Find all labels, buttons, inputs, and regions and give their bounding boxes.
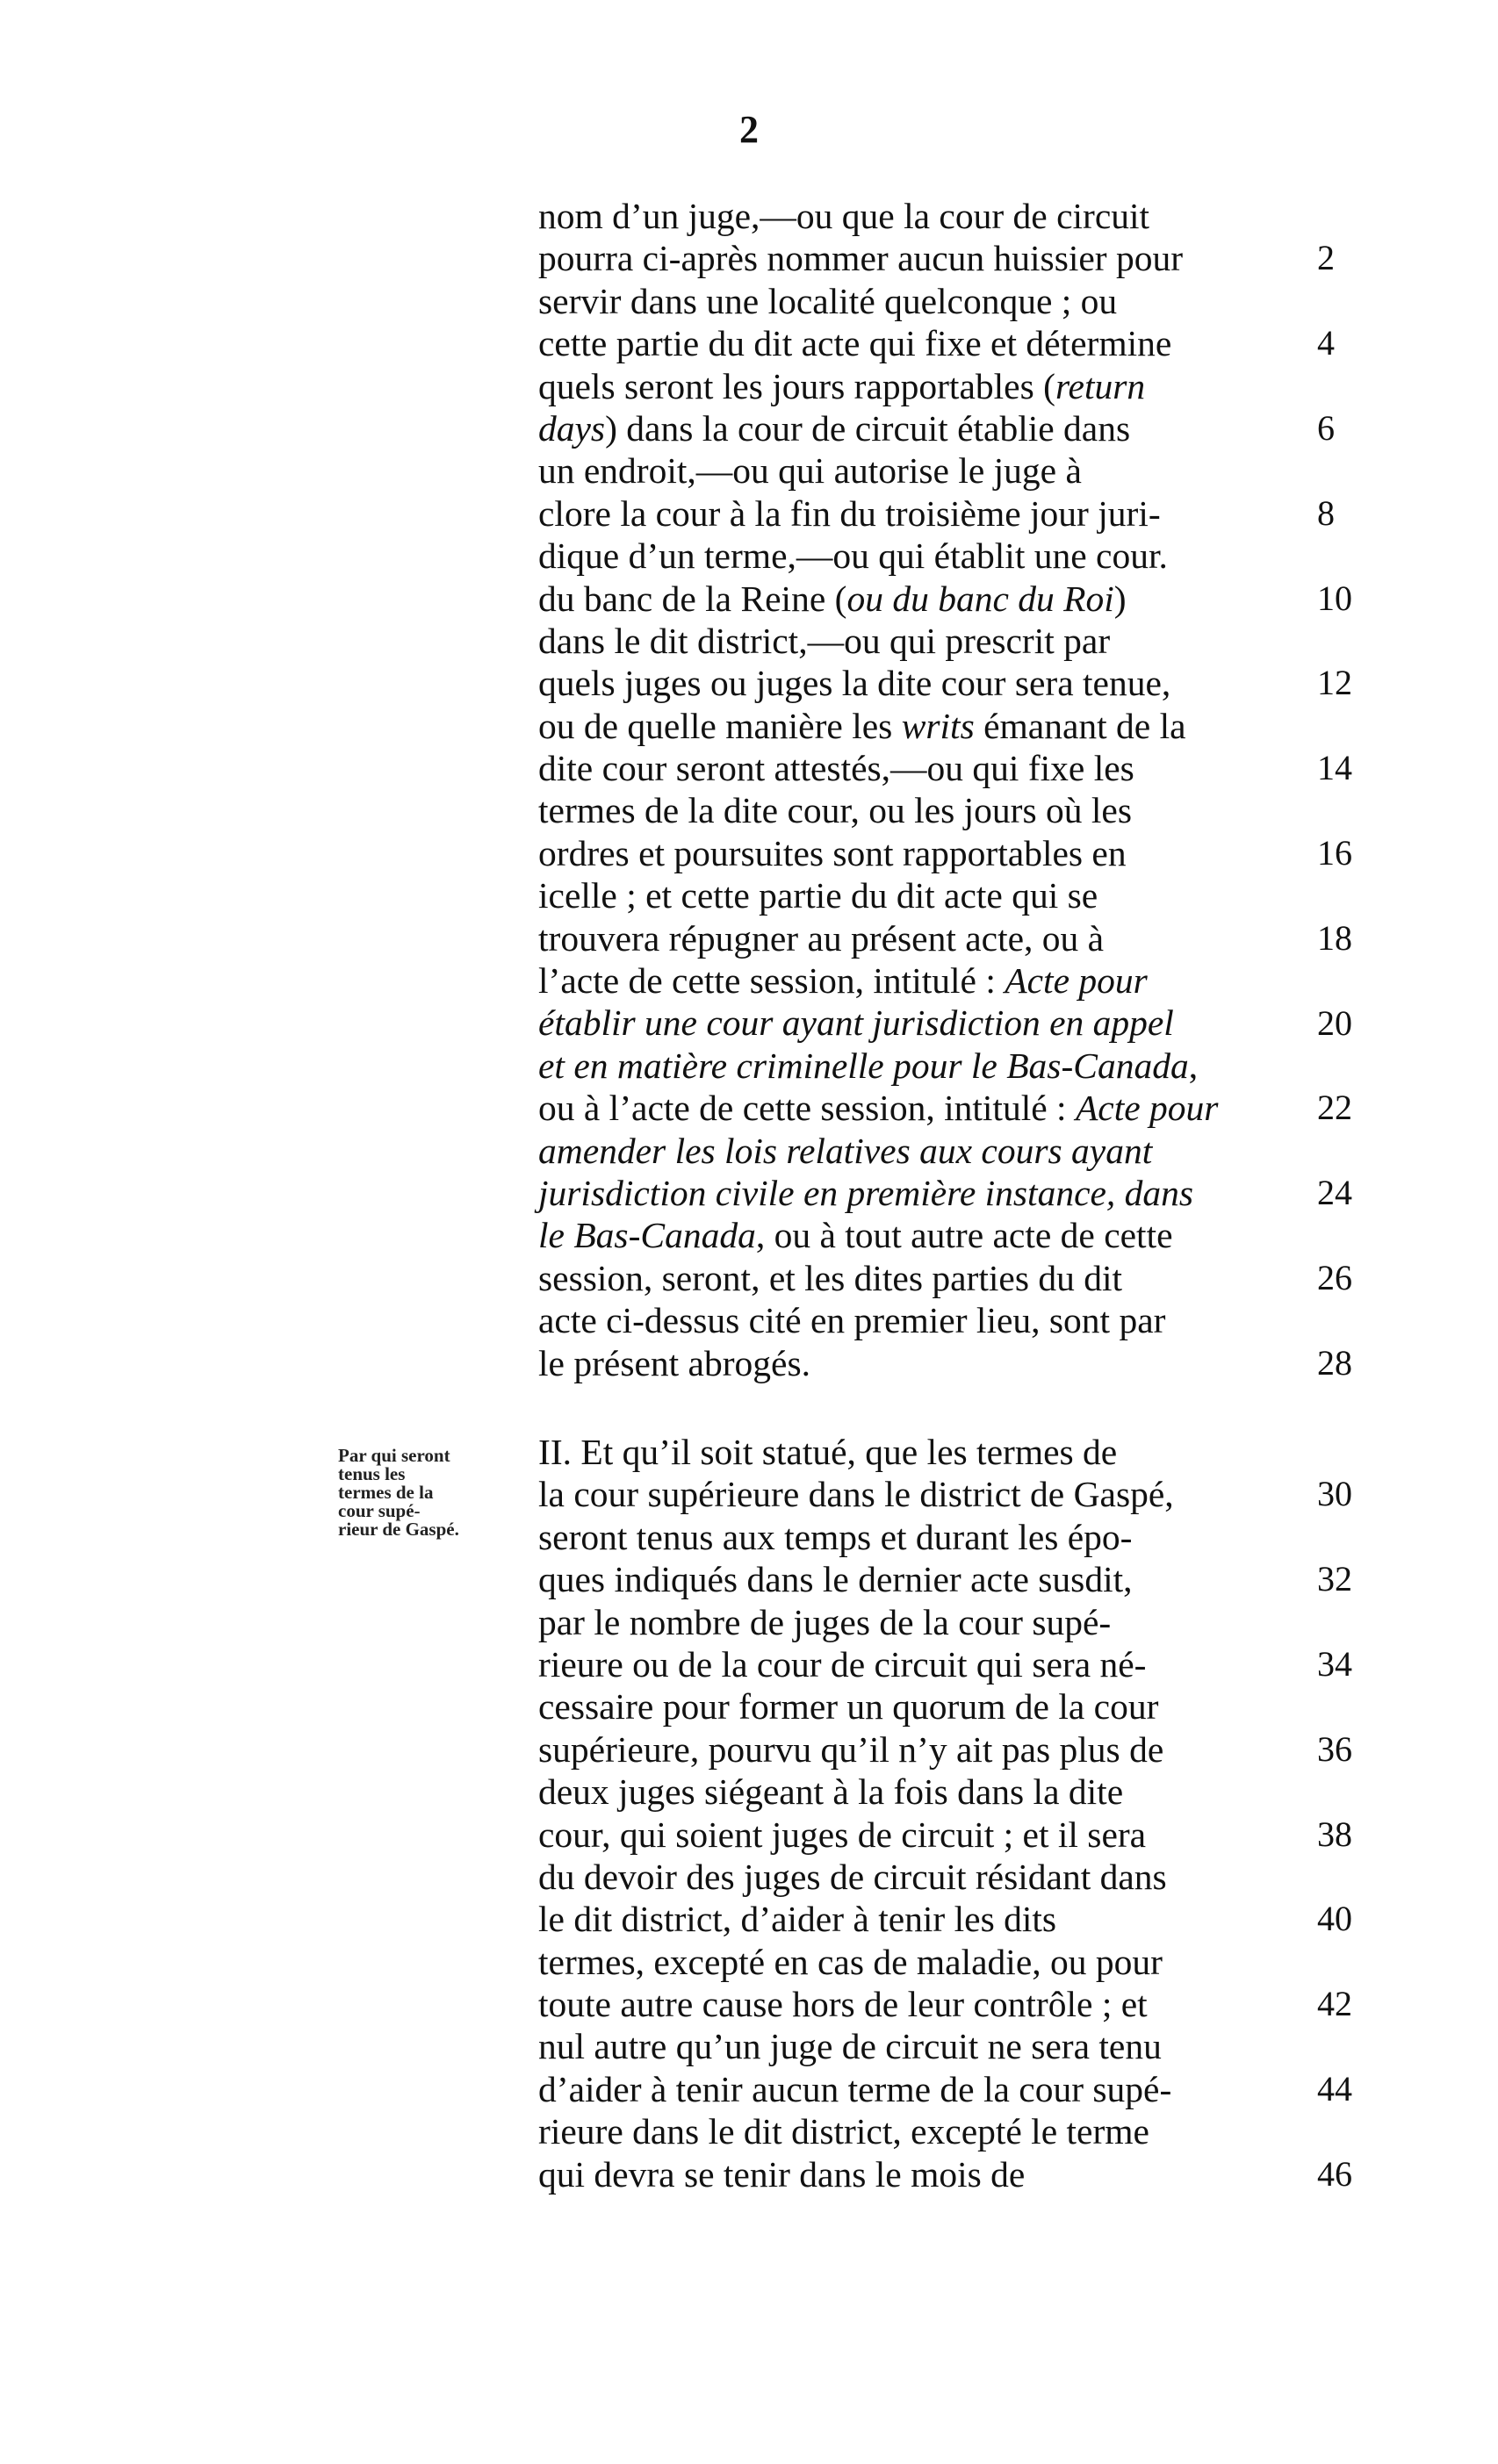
margin-note-line: cour supé- xyxy=(338,1500,421,1521)
text-line: ou à l’acte de cette session, intitulé : Acte pour xyxy=(538,1088,1219,1129)
text-line: acte ci-dessus cité en premier lieu, sont par xyxy=(538,1300,1166,1341)
text-line: toute autre cause hors de leur contrôle ; et xyxy=(538,1984,1148,2025)
text-line: nul autre qu’un juge de circuit ne sera tenu xyxy=(538,2026,1162,2067)
text-line: établir une cour ayant jurisdiction en appel xyxy=(538,1002,1174,1044)
text-line: deux juges siégeant à la fois dans la dite xyxy=(538,1771,1124,1813)
line-number: 26 xyxy=(1317,1258,1352,1297)
line-number: 22 xyxy=(1317,1088,1352,1128)
paragraph-section-1 xyxy=(538,195,1218,1384)
line-number: 14 xyxy=(1317,748,1352,788)
margin-note-line: tenus les xyxy=(338,1463,406,1484)
text-line: quels seront les jours rapportables (return xyxy=(538,365,1146,406)
text-line: d’aider à tenir aucun terme de la cour supé- xyxy=(538,2068,1172,2109)
text-line: ordres et poursuites sont rapportables en xyxy=(538,832,1127,873)
margin-note-line: rieur de Gaspé. xyxy=(338,1519,459,1540)
margin-note-line: Par qui seront xyxy=(338,1445,450,1466)
text-line: et en matière criminelle pour le Bas-Canada, xyxy=(538,1045,1199,1086)
line-number: 40 xyxy=(1317,1899,1352,1939)
text-line: quels juges ou juges la dite cour sera tenue, xyxy=(538,663,1171,704)
text-line: par le nombre de juges de la cour supé- xyxy=(538,1601,1112,1642)
text-line: cour, qui soient juges de circuit ; et il sera xyxy=(538,1814,1147,1855)
line-number: 30 xyxy=(1317,1474,1352,1514)
text-line: dique d’un terme,—ou qui établit une cour. xyxy=(538,535,1168,577)
line-number: 18 xyxy=(1317,917,1352,958)
text-line: rieure dans le dit district, excepté le terme xyxy=(538,2111,1149,2152)
text-line: rieure ou de la cour de circuit qui sera né- xyxy=(538,1643,1147,1685)
text-line: la cour supérieure dans le district de Gaspé, xyxy=(538,1474,1174,1515)
margin-note-line: termes de la xyxy=(338,1482,434,1503)
line-number: 6 xyxy=(1317,408,1335,448)
text-line: termes, excepté en cas de maladie, ou pour xyxy=(538,1941,1163,1982)
line-number: 32 xyxy=(1317,1559,1352,1599)
line-number: 16 xyxy=(1317,833,1352,873)
line-number: 4 xyxy=(1317,323,1335,363)
text-line: seront tenus aux temps et durant les épo- xyxy=(538,1516,1133,1557)
text-line: jurisdiction civile en première instance, dans xyxy=(538,1172,1194,1213)
text-line: termes de la dite cour, ou les jours où les xyxy=(538,790,1132,831)
text-line: supérieure, pourvu qu’il n’y ait pas plus de xyxy=(538,1728,1164,1770)
line-number: 44 xyxy=(1317,2069,1352,2108)
text-line: icelle ; et cette partie du dit acte qui se xyxy=(538,875,1098,916)
page-number: 2 xyxy=(739,108,759,151)
text-line: le dit district, d’aider à tenir les dits xyxy=(538,1899,1057,1940)
text-line: l’acte de cette session, intitulé : Acte pour xyxy=(538,960,1148,1002)
text-line: ou de quelle manière les writs émanant de la xyxy=(538,705,1186,746)
text-line: qui devra se tenir dans le mois de xyxy=(538,2153,1026,2195)
text-line: dans le dit district,—ou qui prescrit par xyxy=(538,620,1111,661)
text-line: du devoir des juges de circuit résidant dans xyxy=(538,1856,1167,1897)
line-number: 24 xyxy=(1317,1173,1352,1213)
line-number: 42 xyxy=(1317,1984,1352,2024)
line-number: 28 xyxy=(1317,1342,1352,1383)
line-number: 8 xyxy=(1317,492,1335,533)
line-number: 12 xyxy=(1317,663,1352,703)
line-number: 20 xyxy=(1317,1002,1352,1043)
text-line: du banc de la Reine (ou du banc du Roi) xyxy=(538,578,1127,619)
line-number: 2 xyxy=(1317,238,1335,278)
line-number: 10 xyxy=(1317,578,1352,618)
paragraph-section-2 xyxy=(538,1431,1174,2195)
text-line: cessaire pour former un quorum de la cour xyxy=(538,1686,1159,1728)
text-line: session, seront, et les dites parties du dit xyxy=(538,1257,1123,1298)
text-line: le présent abrogés. xyxy=(538,1342,810,1383)
text-line: ques indiqués dans le dernier acte susdit, xyxy=(538,1559,1133,1600)
text-line: pourra ci-après nommer aucun huissier pour xyxy=(538,238,1184,279)
text-line: le Bas-Canada, ou à tout autre acte de cette xyxy=(538,1215,1173,1256)
text-line: un endroit,—ou qui autorise le juge à xyxy=(538,450,1082,492)
text-line: amender les lois relatives aux cours ayant xyxy=(538,1130,1153,1171)
line-number: 36 xyxy=(1317,1728,1352,1769)
text-line: dite cour seront attestés,—ou qui fixe les xyxy=(538,748,1134,789)
margin-note xyxy=(338,1447,522,1539)
text-line: cette partie du dit acte qui fixe et détermine xyxy=(538,323,1172,364)
text-line: days) dans la cour de circuit établie dans xyxy=(538,407,1131,449)
line-number: 34 xyxy=(1317,1644,1352,1684)
line-number: 38 xyxy=(1317,1814,1352,1854)
text-line: nom d’un juge,—ou que la cour de circuit xyxy=(538,196,1150,236)
line-number: 46 xyxy=(1317,2153,1352,2194)
text-line: II. Et qu’il soit statué, que les termes de xyxy=(538,1432,1118,1472)
text-line: clore la cour à la fin du troisième jour juri- xyxy=(538,492,1161,534)
text-line: servir dans une localité quelconque ; ou xyxy=(538,280,1118,321)
text-line: trouvera répugner au présent acte, ou à xyxy=(538,917,1105,959)
